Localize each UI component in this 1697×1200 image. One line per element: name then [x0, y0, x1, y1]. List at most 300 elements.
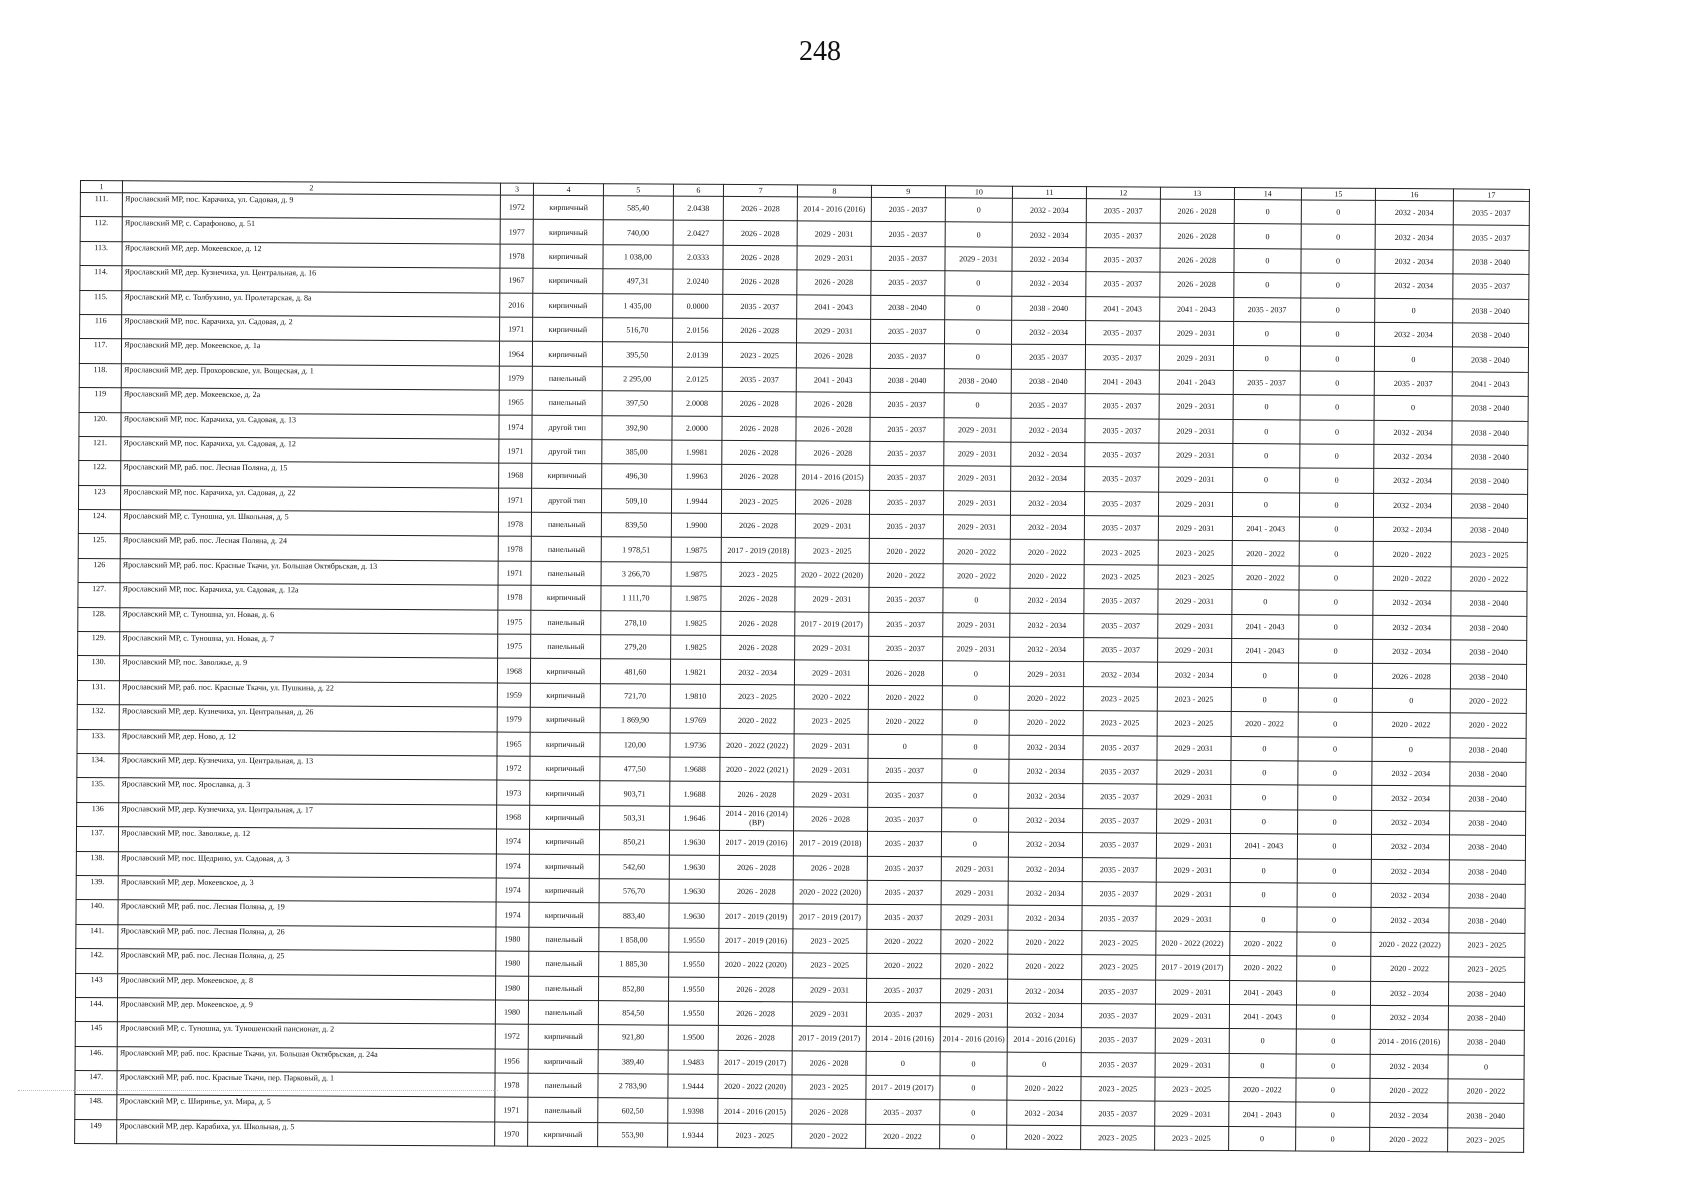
table-cell: 2023 - 2025 [1451, 542, 1527, 567]
table-cell: 2029 - 2031 [1156, 906, 1230, 931]
table-cell: 1 885,30 [599, 952, 669, 977]
column-header: 2 [123, 181, 501, 195]
table-cell: панельный [529, 976, 599, 1001]
table-cell: 2038 - 2040 [1452, 323, 1528, 348]
address-cell: Ярославский МР, с. Туношна, ул. Туношенский пансионат, д. 2 [117, 1022, 495, 1049]
row-number-cell: 128. [78, 607, 120, 632]
table-cell: 2020 - 2022 [868, 710, 942, 735]
table-cell: панельный [529, 927, 599, 952]
table-cell: 2035 - 2037 [867, 905, 941, 930]
table-cell: 2038 - 2040 [1452, 469, 1528, 494]
row-number-cell: 146. [75, 1046, 117, 1071]
table-cell: 1.9688 [669, 757, 720, 782]
table-cell: 2032 - 2034 [1008, 857, 1082, 882]
table-cell: 2029 - 2031 [794, 733, 868, 758]
table-cell: 2023 - 2025 [1084, 540, 1158, 565]
table-cell: 2026 - 2028 [722, 465, 796, 490]
table-cell: 2035 - 2037 [1084, 491, 1158, 516]
table-cell: 2020 - 2022 [1229, 956, 1297, 981]
table-cell: 2035 - 2037 [866, 1100, 940, 1125]
table-cell: 2020 - 2022 [792, 1124, 866, 1149]
table-cell: 2029 - 2031 [945, 247, 1013, 272]
table-cell: 2014 - 2016 (2016) [1370, 1030, 1448, 1055]
table-cell: 0 [1228, 1126, 1296, 1151]
table-cell: 2023 - 2025 [1082, 930, 1156, 955]
table-cell: 2026 - 2028 [796, 441, 870, 466]
table-cell: 2029 - 2031 [940, 978, 1008, 1003]
table-cell: 0 [1233, 273, 1301, 298]
table-cell: кирпичный [529, 1025, 599, 1050]
table-cell: 2017 - 2019 (2017) [793, 904, 867, 929]
table-cell: 1.9875 [671, 586, 722, 611]
table-cell: 2029 - 2031 [1159, 345, 1233, 370]
table-cell: 2029 - 2031 [1159, 443, 1233, 468]
table-cell: 2035 - 2037 [1233, 297, 1301, 322]
table-cell: 2038 - 2040 [1451, 494, 1527, 519]
table-cell: 2032 - 2034 [1371, 859, 1449, 884]
table-cell: 2032 - 2034 [1374, 322, 1452, 347]
address-cell: Ярославский МР, дер. Мокеевское, д. 8 [118, 973, 496, 1000]
table-cell: 2026 - 2028 [721, 611, 795, 636]
table-cell: 2029 - 2031 [1010, 662, 1084, 687]
table-cell: 2038 - 2040 [1450, 737, 1526, 762]
table-cell: 2032 - 2034 [1008, 906, 1082, 931]
address-cell: Ярославский МР, раб. пос. Красные Ткачи, пер. Парковый, д. 1 [117, 1071, 495, 1098]
table-cell: 2029 - 2031 [792, 1002, 866, 1027]
table-cell: 0 [1234, 200, 1302, 225]
table-cell: 2041 - 2043 [1232, 517, 1300, 542]
table-cell: 1.9963 [671, 464, 722, 489]
table-cell: 1979 [497, 707, 531, 732]
table-cell: 0 [1297, 883, 1371, 908]
table-cell: 1.9550 [668, 977, 719, 1002]
table-cell: 2029 - 2031 [943, 442, 1011, 467]
table-cell: 602,50 [598, 1098, 668, 1123]
table-cell: 2026 - 2028 [719, 879, 793, 904]
table-cell: 2029 - 2031 [1156, 858, 1230, 883]
table-cell: 2032 - 2034 [1009, 759, 1083, 784]
address-cell: Ярославский МР, раб. пос. Лесная Поляна, д. 24 [120, 534, 498, 561]
address-cell: Ярославский МР, раб. пос. Красные Ткачи, ул. Пушкина, д. 22 [119, 681, 497, 708]
row-number-cell: 135. [77, 778, 119, 803]
table-cell: 2032 - 2034 [1010, 637, 1084, 662]
row-number-cell: 142. [76, 949, 118, 974]
table-cell: 0 [1299, 541, 1373, 566]
table-cell: другой тип [532, 415, 602, 440]
table-cell: 2023 - 2025 [723, 343, 797, 368]
table-cell: 0 [1233, 346, 1301, 371]
table-cell: 2026 - 2028 [723, 221, 797, 246]
table-cell: 2035 - 2037 [1012, 345, 1086, 370]
address-cell: Ярославский МР, дер. Карабиха, ул. Школьная, д. 5 [117, 1120, 495, 1147]
table-cell: 2035 - 2037 [869, 612, 943, 637]
table-cell: 2035 - 2037 [1084, 613, 1158, 638]
table-cell: 2026 - 2028 [868, 661, 942, 686]
table-cell: 1.9688 [669, 781, 720, 806]
table-cell: 0 [1230, 907, 1298, 932]
table-cell: 1.9550 [668, 928, 719, 953]
table-cell: 2029 - 2031 [797, 221, 871, 246]
table-cell: 2035 - 2037 [1081, 979, 1155, 1004]
table-cell: 2029 - 2031 [942, 637, 1010, 662]
table-cell: 2023 - 2025 [1154, 1126, 1228, 1151]
table-cell: 2020 - 2022 [720, 709, 794, 734]
table-cell: 2017 - 2019 (2018) [793, 831, 867, 856]
table-cell: 2038 - 2040 [1452, 420, 1528, 445]
table-cell: кирпичный [530, 732, 600, 757]
table-cell: 1980 [495, 951, 529, 976]
table-cell: 1975 [497, 610, 531, 635]
table-cell: 0 [1375, 298, 1453, 323]
table-cell: 0 [1298, 761, 1372, 786]
table-cell: 2026 - 2028 [722, 440, 796, 465]
table-cell: кирпичный [533, 268, 603, 293]
table-cell: 0 [942, 710, 1010, 735]
table-cell: 1.9344 [667, 1123, 718, 1148]
table-cell: 2041 - 2043 [1231, 639, 1299, 664]
table-cell: 2029 - 2031 [1155, 1053, 1229, 1078]
table-cell: 2023 - 2025 [795, 538, 869, 563]
table-cell: 2035 - 2037 [869, 466, 943, 491]
table-cell: 2035 - 2037 [1082, 808, 1156, 833]
table-cell: 2023 - 2025 [1157, 687, 1231, 712]
table-cell: 2023 - 2025 [1157, 711, 1231, 736]
table-cell: 2017 - 2019 (2017) [795, 612, 869, 637]
table-cell: 2014 - 2016 (2016) [797, 197, 871, 222]
table-cell: 850,21 [599, 830, 669, 855]
row-number-cell: 122. [79, 461, 121, 486]
table-cell: 2023 - 2025 [721, 562, 795, 587]
table-cell: 854,50 [598, 1001, 668, 1026]
table-cell: 2020 - 2022 [1008, 954, 1082, 979]
table-cell: 2038 - 2040 [1450, 762, 1526, 787]
address-cell: Ярославский МР, пос. Карачиха, ул. Садовая, д. 9 [122, 193, 500, 220]
table-cell: 2035 - 2037 [1081, 1101, 1155, 1126]
table-cell: 2032 - 2034 [1375, 200, 1453, 225]
table-cell: 2029 - 2031 [941, 905, 1009, 930]
table-cell: 2035 - 2037 [1084, 589, 1158, 614]
table-cell: 2029 - 2031 [943, 490, 1011, 515]
table-cell: 0 [940, 1076, 1008, 1101]
table-cell: 2026 - 2028 [1160, 272, 1234, 297]
table-cell: другой тип [532, 439, 602, 464]
table-cell: 2035 - 2037 [1084, 638, 1158, 663]
table-cell: 2026 - 2028 [792, 1051, 866, 1076]
table-cell: 2020 - 2022 [1370, 1078, 1448, 1103]
table-cell: 2035 - 2037 [1082, 906, 1156, 931]
table-cell: 1 869,90 [600, 708, 670, 733]
table-cell: 392,90 [602, 415, 672, 440]
table-cell: 2035 - 2037 [866, 978, 940, 1003]
table-cell: 2.0008 [672, 391, 723, 416]
table-cell: 1978 [498, 585, 532, 610]
table-cell: 2035 - 2037 [869, 490, 943, 515]
address-cell: Ярославский МР, пос. Заволжье, д. 9 [120, 656, 498, 683]
row-number-cell: 130. [77, 656, 119, 681]
table-cell: 2035 - 2037 [723, 294, 797, 319]
table-cell: 2026 - 2028 [796, 392, 870, 417]
row-number-cell: 114. [80, 266, 122, 291]
table-cell: 2029 - 2031 [944, 417, 1012, 442]
table-cell: 2.0427 [673, 221, 724, 246]
row-number-cell: 125. [78, 534, 120, 559]
table-cell: 0 [1301, 224, 1375, 249]
address-cell: Ярославский МР, дер. Ново, д. 12 [119, 729, 497, 756]
table-cell: 2017 - 2019 (2017) [792, 1026, 866, 1051]
table-cell: 2035 - 2037 [867, 880, 941, 905]
table-cell: кирпичный [531, 707, 601, 732]
address-cell: Ярославский МР, пос. Карачиха, ул. Садовая, д. 22 [121, 485, 499, 512]
table-cell: 2035 - 2037 [1085, 443, 1159, 468]
table-cell: 576,70 [599, 879, 669, 904]
table-cell: 2035 - 2037 [1085, 345, 1159, 370]
table-cell: 2020 - 2022 [794, 685, 868, 710]
table-cell: 2032 - 2034 [1009, 784, 1083, 809]
table-cell: кирпичный [530, 878, 600, 903]
table-cell: 0 [945, 198, 1013, 223]
table-cell: кирпичный [530, 756, 600, 781]
table-cell: 3 266,70 [601, 562, 671, 587]
table-cell: 1980 [496, 927, 530, 952]
table-cell: 2014 - 2016 (2015) [796, 465, 870, 490]
table-cell: 2020 - 2022 [943, 539, 1011, 564]
table-cell: 2032 - 2034 [1370, 981, 1448, 1006]
table-cell: 2023 - 2025 [1081, 1125, 1155, 1150]
table-cell: 2032 - 2034 [1010, 613, 1084, 638]
table-cell: 0 [1232, 492, 1300, 517]
table-cell: 0 [942, 686, 1010, 711]
table-cell: 2014 - 2016 (2014) (ВР) [720, 806, 794, 831]
table-cell: 0 [1230, 761, 1298, 786]
table-cell: 2.0000 [672, 416, 723, 441]
table-cell: 0 [1448, 1055, 1524, 1080]
table-cell: 2020 - 2022 [940, 954, 1008, 979]
row-number-cell: 123 [78, 485, 120, 510]
table-cell: 2.0156 [672, 318, 723, 343]
table-cell: 2041 - 2043 [1230, 834, 1298, 859]
table-cell: 2029 - 2031 [795, 514, 869, 539]
table-cell: 2035 - 2037 [1085, 394, 1159, 419]
table-cell: 0 [1296, 1005, 1370, 1030]
table-cell: 1973 [496, 780, 530, 805]
table-cell: 2029 - 2031 [1159, 394, 1233, 419]
table-cell: 2020 - 2022 (2022) [1371, 932, 1449, 957]
address-cell: Ярославский МР, дер. Мокеевское, д. 3 [118, 876, 496, 903]
table-cell: 1.9500 [668, 1025, 719, 1050]
table-cell: 1974 [499, 415, 533, 440]
table-cell: 2038 - 2040 [1452, 347, 1528, 372]
table-cell: 2035 - 2037 [1083, 760, 1157, 785]
table-cell: 2020 - 2022 (2020) [793, 880, 867, 905]
table-cell: 2029 - 2031 [1159, 321, 1233, 346]
table-cell: 553,90 [598, 1123, 668, 1148]
table-cell: 0 [1234, 224, 1302, 249]
table-cell: 2020 - 2022 [867, 953, 941, 978]
table-cell: 2029 - 2031 [1155, 1028, 1229, 1053]
table-cell: кирпичный [530, 854, 600, 879]
table-cell: 0 [1229, 1029, 1297, 1054]
table-cell: 0 [944, 271, 1012, 296]
table-cell: 2032 - 2034 [1372, 761, 1450, 786]
table-cell: 2020 - 2022 [1010, 540, 1084, 565]
table-cell: 1978 [498, 512, 532, 537]
table-cell: 2032 - 2034 [1374, 444, 1452, 469]
row-number-cell: 149 [75, 1119, 117, 1144]
table-cell: 2023 - 2025 [721, 684, 795, 709]
table-cell: 0 [942, 734, 1010, 759]
table-cell: 2026 - 2028 [797, 270, 871, 295]
table-cell: 2029 - 2031 [940, 1003, 1008, 1028]
table-cell: 0 [1299, 639, 1373, 664]
row-number-cell: 119 [79, 388, 121, 413]
address-cell: Ярославский МР, пос. Щедрино, ул. Садовая, д. 3 [118, 851, 496, 878]
table-cell: 1.9900 [671, 513, 722, 538]
table-cell: 2041 - 2043 [797, 294, 871, 319]
table-cell: 2026 - 2028 [723, 270, 797, 295]
table-cell: 2041 - 2043 [796, 368, 870, 393]
table-cell: 2020 - 2022 [1007, 1125, 1081, 1150]
table-cell: 2020 - 2022 [1371, 957, 1449, 982]
table-cell: 2020 - 2022 [940, 929, 1008, 954]
table-cell: 2041 - 2043 [1231, 614, 1299, 639]
table-cell: 2032 - 2034 [1007, 1101, 1081, 1126]
table-cell: 2032 - 2034 [1372, 786, 1450, 811]
table-cell: 2035 - 2037 [871, 222, 945, 247]
row-number-cell: 141. [76, 924, 118, 949]
table-cell: 2020 - 2022 [1010, 564, 1084, 589]
table-cell: 0 [1296, 1102, 1370, 1127]
table-cell: 2026 - 2028 [719, 855, 793, 880]
table-cell: 2026 - 2028 [1372, 664, 1450, 689]
table-cell: 2020 - 2022 [1008, 930, 1082, 955]
table-cell: 721,70 [600, 684, 670, 709]
table-cell: панельный [528, 1098, 598, 1123]
row-number-cell: 144. [75, 997, 117, 1022]
table-cell: 1968 [498, 463, 532, 488]
row-number-cell: 145 [75, 1022, 117, 1047]
table-cell: 2029 - 2031 [793, 977, 867, 1002]
table-cell: 2020 - 2022 (2022) [720, 733, 794, 758]
table-cell: 839,50 [601, 513, 671, 538]
row-number-cell: 138. [76, 851, 118, 876]
table-cell: 2032 - 2034 [1083, 662, 1157, 687]
table-cell: 2035 - 2037 [871, 246, 945, 271]
table-cell: 2041 - 2043 [1085, 369, 1159, 394]
table-cell: 2020 - 2022 [1450, 713, 1526, 738]
table-cell: 2035 - 2037 [868, 636, 942, 661]
table-cell: 1968 [496, 805, 530, 830]
table-cell: 0 [1296, 1127, 1370, 1152]
table-cell: 2032 - 2034 [1371, 883, 1449, 908]
table-cell: 0 [939, 1100, 1007, 1125]
table-cell: 2035 - 2037 [722, 367, 796, 392]
table-cell: 2035 - 2037 [867, 807, 941, 832]
table-cell: 0 [1298, 663, 1372, 688]
table-cell: 0 [1231, 736, 1299, 761]
table-cell: 0 [941, 783, 1009, 808]
table-cell: 1.9810 [670, 684, 721, 709]
table-cell: 2038 - 2040 [1448, 981, 1524, 1006]
table-cell: 2.0139 [672, 342, 723, 367]
table-cell: 0 [1300, 419, 1374, 444]
table-cell: 1.9825 [670, 611, 721, 636]
table-cell: 1968 [497, 658, 531, 683]
table-cell: 2023 - 2025 [1083, 686, 1157, 711]
table-cell: 2038 - 2040 [1453, 250, 1529, 275]
table-cell: 0 [940, 1051, 1008, 1076]
table-cell: 0 [944, 320, 1012, 345]
table-cell: 2023 - 2025 [718, 1123, 792, 1148]
address-cell: Ярославский МР, дер. Мокеевское, д. 9 [118, 998, 496, 1025]
table-cell: 2026 - 2028 [722, 392, 796, 417]
table-cell: 0 [1372, 688, 1450, 713]
table-cell: 2023 - 2025 [792, 1075, 866, 1100]
table-cell: 1972 [495, 1024, 529, 1049]
table-cell: 2035 - 2037 [1011, 393, 1085, 418]
table-cell: 2017 - 2019 (2016) [719, 928, 793, 953]
table-cell: 2035 - 2037 [870, 344, 944, 369]
table-cell: 477,50 [600, 757, 670, 782]
table-cell: 2017 - 2019 (2017) [718, 1050, 792, 1075]
table-cell: 0 [1297, 956, 1371, 981]
table-cell: 0 [943, 588, 1011, 613]
table-cell: 2020 - 2022 [1448, 1079, 1524, 1104]
row-number-cell: 140. [76, 900, 118, 925]
table-cell: 2035 - 2037 [871, 271, 945, 296]
table-cell: 0 [1230, 809, 1298, 834]
table-cell: 481,60 [600, 659, 670, 684]
table-cell: 2020 - 2022 [1451, 567, 1527, 592]
table-cell: 1 111,70 [601, 586, 671, 611]
table-cell: 496,30 [602, 464, 672, 489]
table-cell: 2032 - 2034 [1374, 469, 1452, 494]
table-cell: 1974 [496, 902, 530, 927]
table-cell: 0 [1297, 980, 1371, 1005]
table-cell: 2026 - 2028 [718, 1026, 792, 1051]
table-cell: 2035 - 2037 [866, 1002, 940, 1027]
table-cell: 2038 - 2040 [1011, 369, 1085, 394]
table-cell: 0 [1299, 615, 1373, 640]
table-cell: 2020 - 2022 (2022) [1156, 931, 1230, 956]
table-cell: 0 [1300, 371, 1374, 396]
row-number-cell: 116 [80, 314, 122, 339]
table-cell: 2035 - 2037 [1453, 274, 1529, 299]
table-cell: 1978 [500, 244, 534, 269]
column-header: 5 [603, 184, 673, 196]
table-cell: 1980 [495, 976, 529, 1001]
address-cell: Ярославский МР, с. Толбухино, ул. Пролетарская, д. 8а [122, 290, 500, 317]
table-cell: 0 [1296, 1078, 1370, 1103]
address-cell: Ярославский МР, пос. Карачиха, ул. Садовая, д. 13 [121, 412, 499, 439]
housing-table-sheet [74, 180, 1530, 1153]
row-number-cell: 134. [77, 753, 119, 778]
table-cell: панельный [529, 1000, 599, 1025]
row-number-cell: 121. [79, 436, 121, 461]
table-cell: кирпичный [534, 220, 604, 245]
table-cell: 2032 - 2034 [721, 660, 795, 685]
address-cell: Ярославский МР, пос. Карачиха, ул. Садовая, д. 12а [120, 583, 498, 610]
table-cell: 2029 - 2031 [943, 466, 1011, 491]
column-header: 8 [797, 185, 871, 197]
table-cell: 2035 - 2037 [1086, 272, 1160, 297]
table-cell: 2041 - 2043 [1229, 980, 1297, 1005]
table-cell: 0 [1234, 248, 1302, 273]
table-cell: 2020 - 2022 [1232, 541, 1300, 566]
table-cell: 1971 [494, 1098, 528, 1123]
table-cell: 2032 - 2034 [1373, 493, 1451, 518]
row-number-cell: 118. [79, 363, 121, 388]
table-cell: 1964 [499, 341, 533, 366]
